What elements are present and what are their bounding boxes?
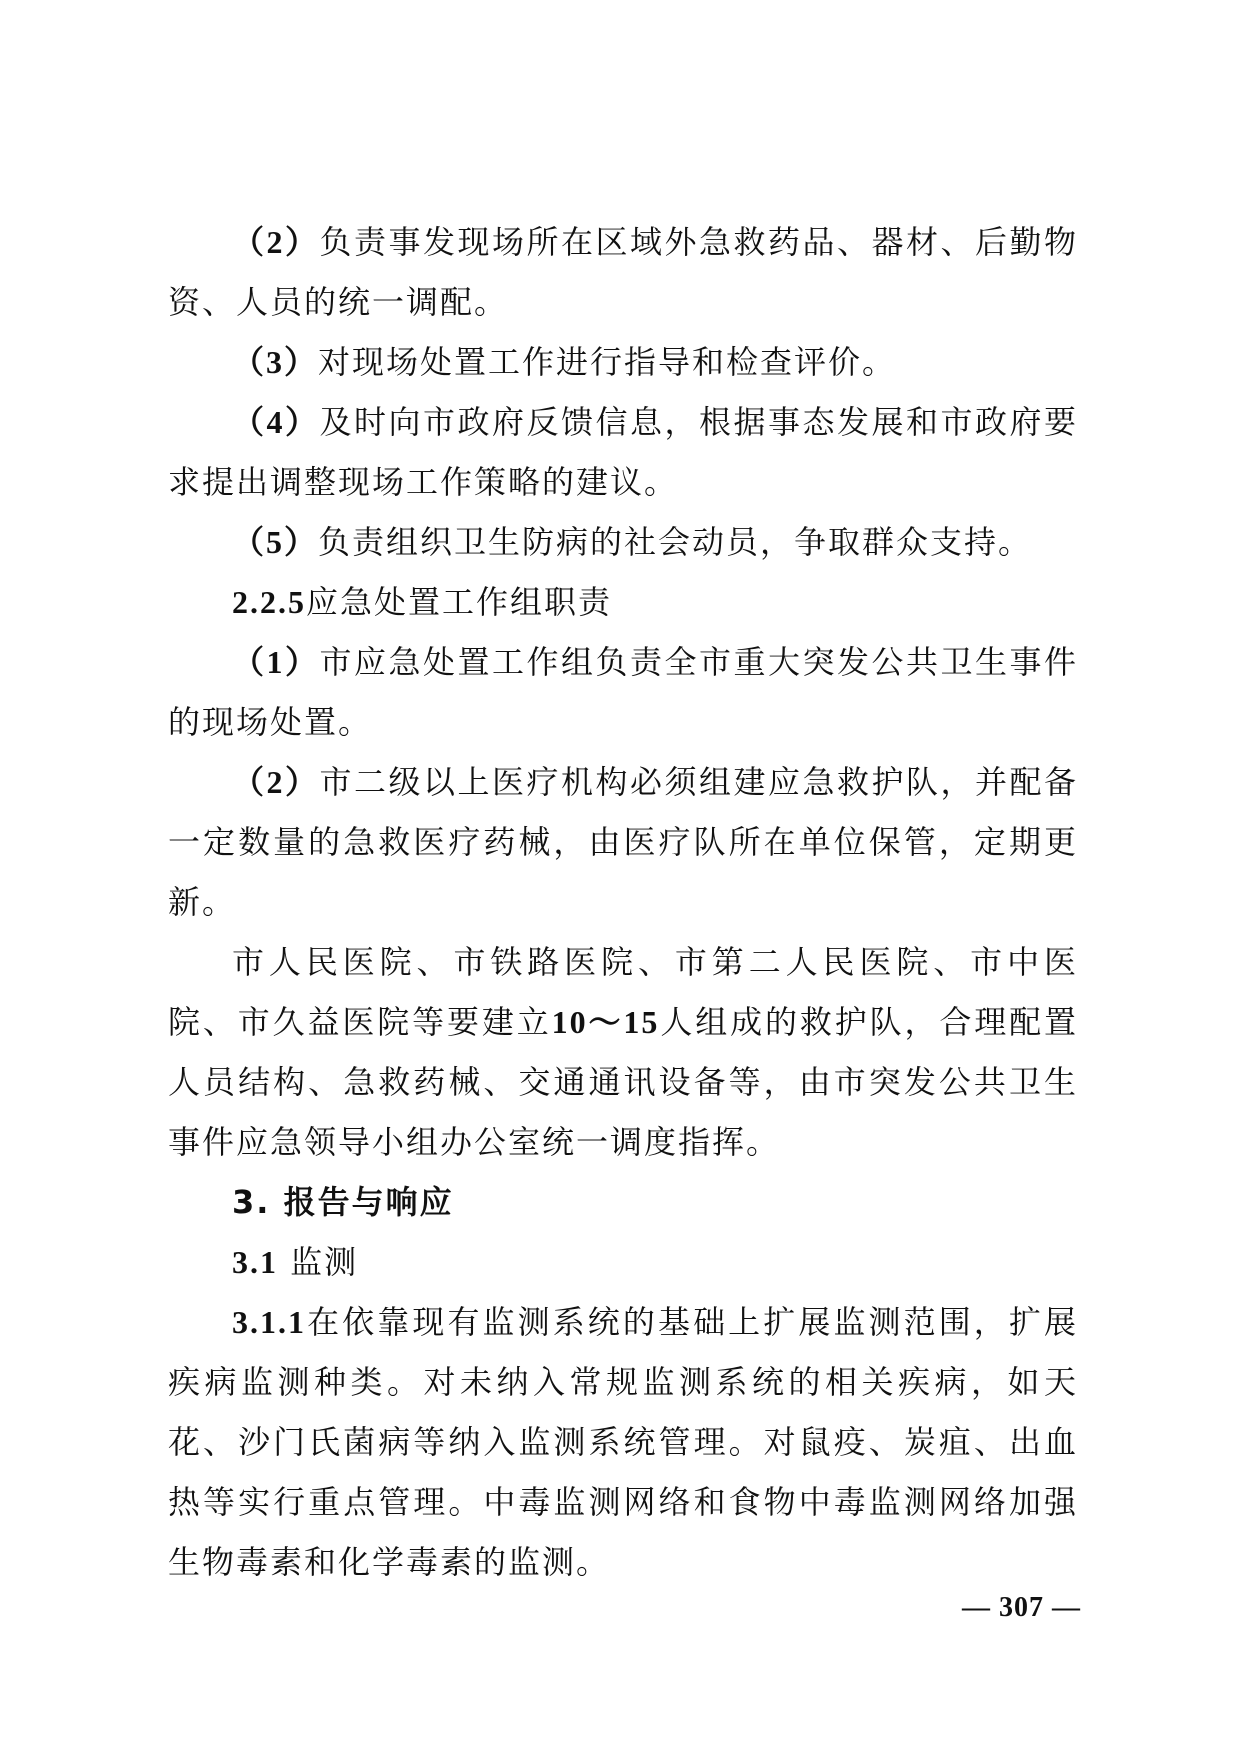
section-heading-2-2-5 — [168, 572, 1078, 632]
paragraph-number: （2） — [232, 764, 320, 800]
paragraph-item-1-onsite — [168, 632, 1078, 752]
paragraph-number: （1） — [232, 644, 320, 680]
paragraph-3-1-1 — [168, 1292, 1078, 1592]
paragraph-text: 市应急处置工作组负责全市重大突发公共卫生事件的现场处置。 — [168, 643, 1078, 741]
paragraph-text: 在依靠现有监测系统的基础上扩展监测范围，扩展疾病监测种类。对未纳入常规监测系统的相关疾病，如天花、沙门氏菌病等纳入监测系统管理。对鼠疫、炭疽、出血热等实行重点管理。中毒监测网络和食物中毒监测网络加强生物毒素和化学毒素的监测。 — [168, 1303, 1078, 1581]
paragraph-item-3-guidance — [168, 332, 1078, 392]
section-title: 3. 报告与响应 — [232, 1183, 454, 1221]
team-size-range: 10～15 — [551, 1004, 660, 1040]
paragraph-text-pre: 市人民医院、市铁路医院、市第二人民医院、市中医院、市久益医院等要建立 — [168, 943, 1078, 1041]
section-number: 2.2.5 — [232, 584, 306, 620]
section-title: 监测 — [290, 1243, 359, 1281]
paragraph-item-5-mobilization — [168, 512, 1078, 572]
section-number: 3.1 — [232, 1244, 278, 1280]
paragraph-item-2-rescue-team — [168, 752, 1078, 932]
paragraph-text: 负责组织卫生防病的社会动员，争取群众支持。 — [318, 523, 1033, 561]
paragraph-number: （3） — [232, 344, 319, 380]
paragraph-text-post: 人组成的救护队，合理配置人员结构、急救药械、交通通讯设备等，由市突发公共卫生事件应急领导小组办公室统一调度指挥。 — [168, 1003, 1078, 1161]
paragraph-number: （4） — [232, 404, 320, 440]
document-body — [168, 212, 1078, 1592]
section-heading-3 — [168, 1172, 1078, 1232]
paragraph-text: 负责事发现场所在区域外急救药品、器材、后勤物资、人员的统一调配。 — [168, 223, 1078, 321]
page-number: — 307 — — [962, 1592, 1081, 1623]
paragraph-number: （2） — [232, 224, 320, 260]
section-heading-3-1 — [168, 1232, 1078, 1292]
paragraph-text: 市二级以上医疗机构必须组建应急救护队，并配备一定数量的急救医疗药械，由医疗队所在单位保管，定期更新。 — [168, 763, 1078, 921]
paragraph-hospitals — [168, 932, 1078, 1172]
paragraph-item-4-feedback — [168, 392, 1078, 512]
paragraph-text: 对现场处置工作进行指导和检查评价。 — [318, 343, 897, 381]
section-title: 应急处置工作组职责 — [306, 583, 613, 621]
paragraph-item-2-logistics — [168, 212, 1078, 332]
paragraph-number: （5） — [232, 524, 319, 560]
paragraph-text: 及时向市政府反馈信息，根据事态发展和市政府要求提出调整现场工作策略的建议。 — [168, 403, 1078, 501]
section-number: 3.1.1 — [232, 1304, 306, 1340]
